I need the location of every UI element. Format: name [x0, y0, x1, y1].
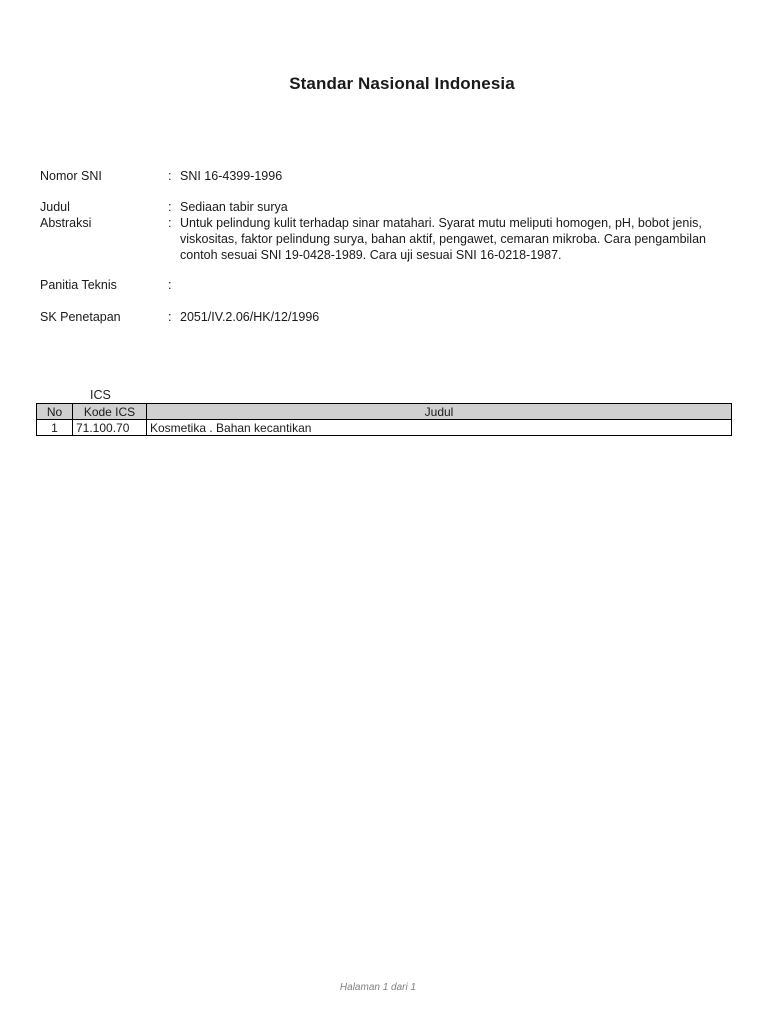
field-value: 2051/IV.2.06/HK/12/1996 — [180, 310, 320, 324]
ics-table — [36, 403, 732, 436]
field-colon: : — [168, 200, 172, 214]
field-label: SK Penetapan — [40, 310, 121, 324]
page-footer: Halaman 1 dari 1 — [339, 982, 417, 993]
header-kode-ics: Kode ICS — [73, 404, 147, 420]
page-title: Standar Nasional Indonesia — [289, 74, 515, 93]
field-label: Abstraksi — [40, 216, 92, 230]
field-value: Sediaan tabir surya — [180, 200, 288, 214]
field-value: SNI 16-4399-1996 — [180, 169, 283, 183]
field-colon: : — [168, 169, 172, 183]
header-judul: Judul — [147, 404, 732, 420]
cell-judul: Kosmetika . Bahan kecantikan — [147, 420, 732, 436]
table-header-row — [37, 404, 732, 420]
field-label: Judul — [40, 200, 70, 214]
field-label: Nomor SNI — [40, 169, 102, 183]
table-row — [37, 420, 732, 436]
field-colon: : — [168, 278, 172, 292]
ics-caption: ICS — [90, 388, 111, 402]
field-colon: : — [168, 216, 172, 230]
cell-no: 1 — [37, 420, 73, 436]
cell-kode-ics: 71.100.70 — [73, 420, 147, 436]
header-no: No — [37, 404, 73, 420]
field-label: Panitia Teknis — [40, 278, 117, 292]
field-value: Untuk pelindung kulit terhadap sinar matahari. Syarat mutu meliputi homogen, pH, bobot jenis, viskositas, faktor pelindung surya, bahan aktif, pengawet, cemaran mikroba. Cara pengambilan contoh sesuai SNI 19-0428-1989. Cara uji sesuai SNI 16-0218-1987. — [180, 216, 706, 262]
field-colon: : — [168, 310, 172, 324]
